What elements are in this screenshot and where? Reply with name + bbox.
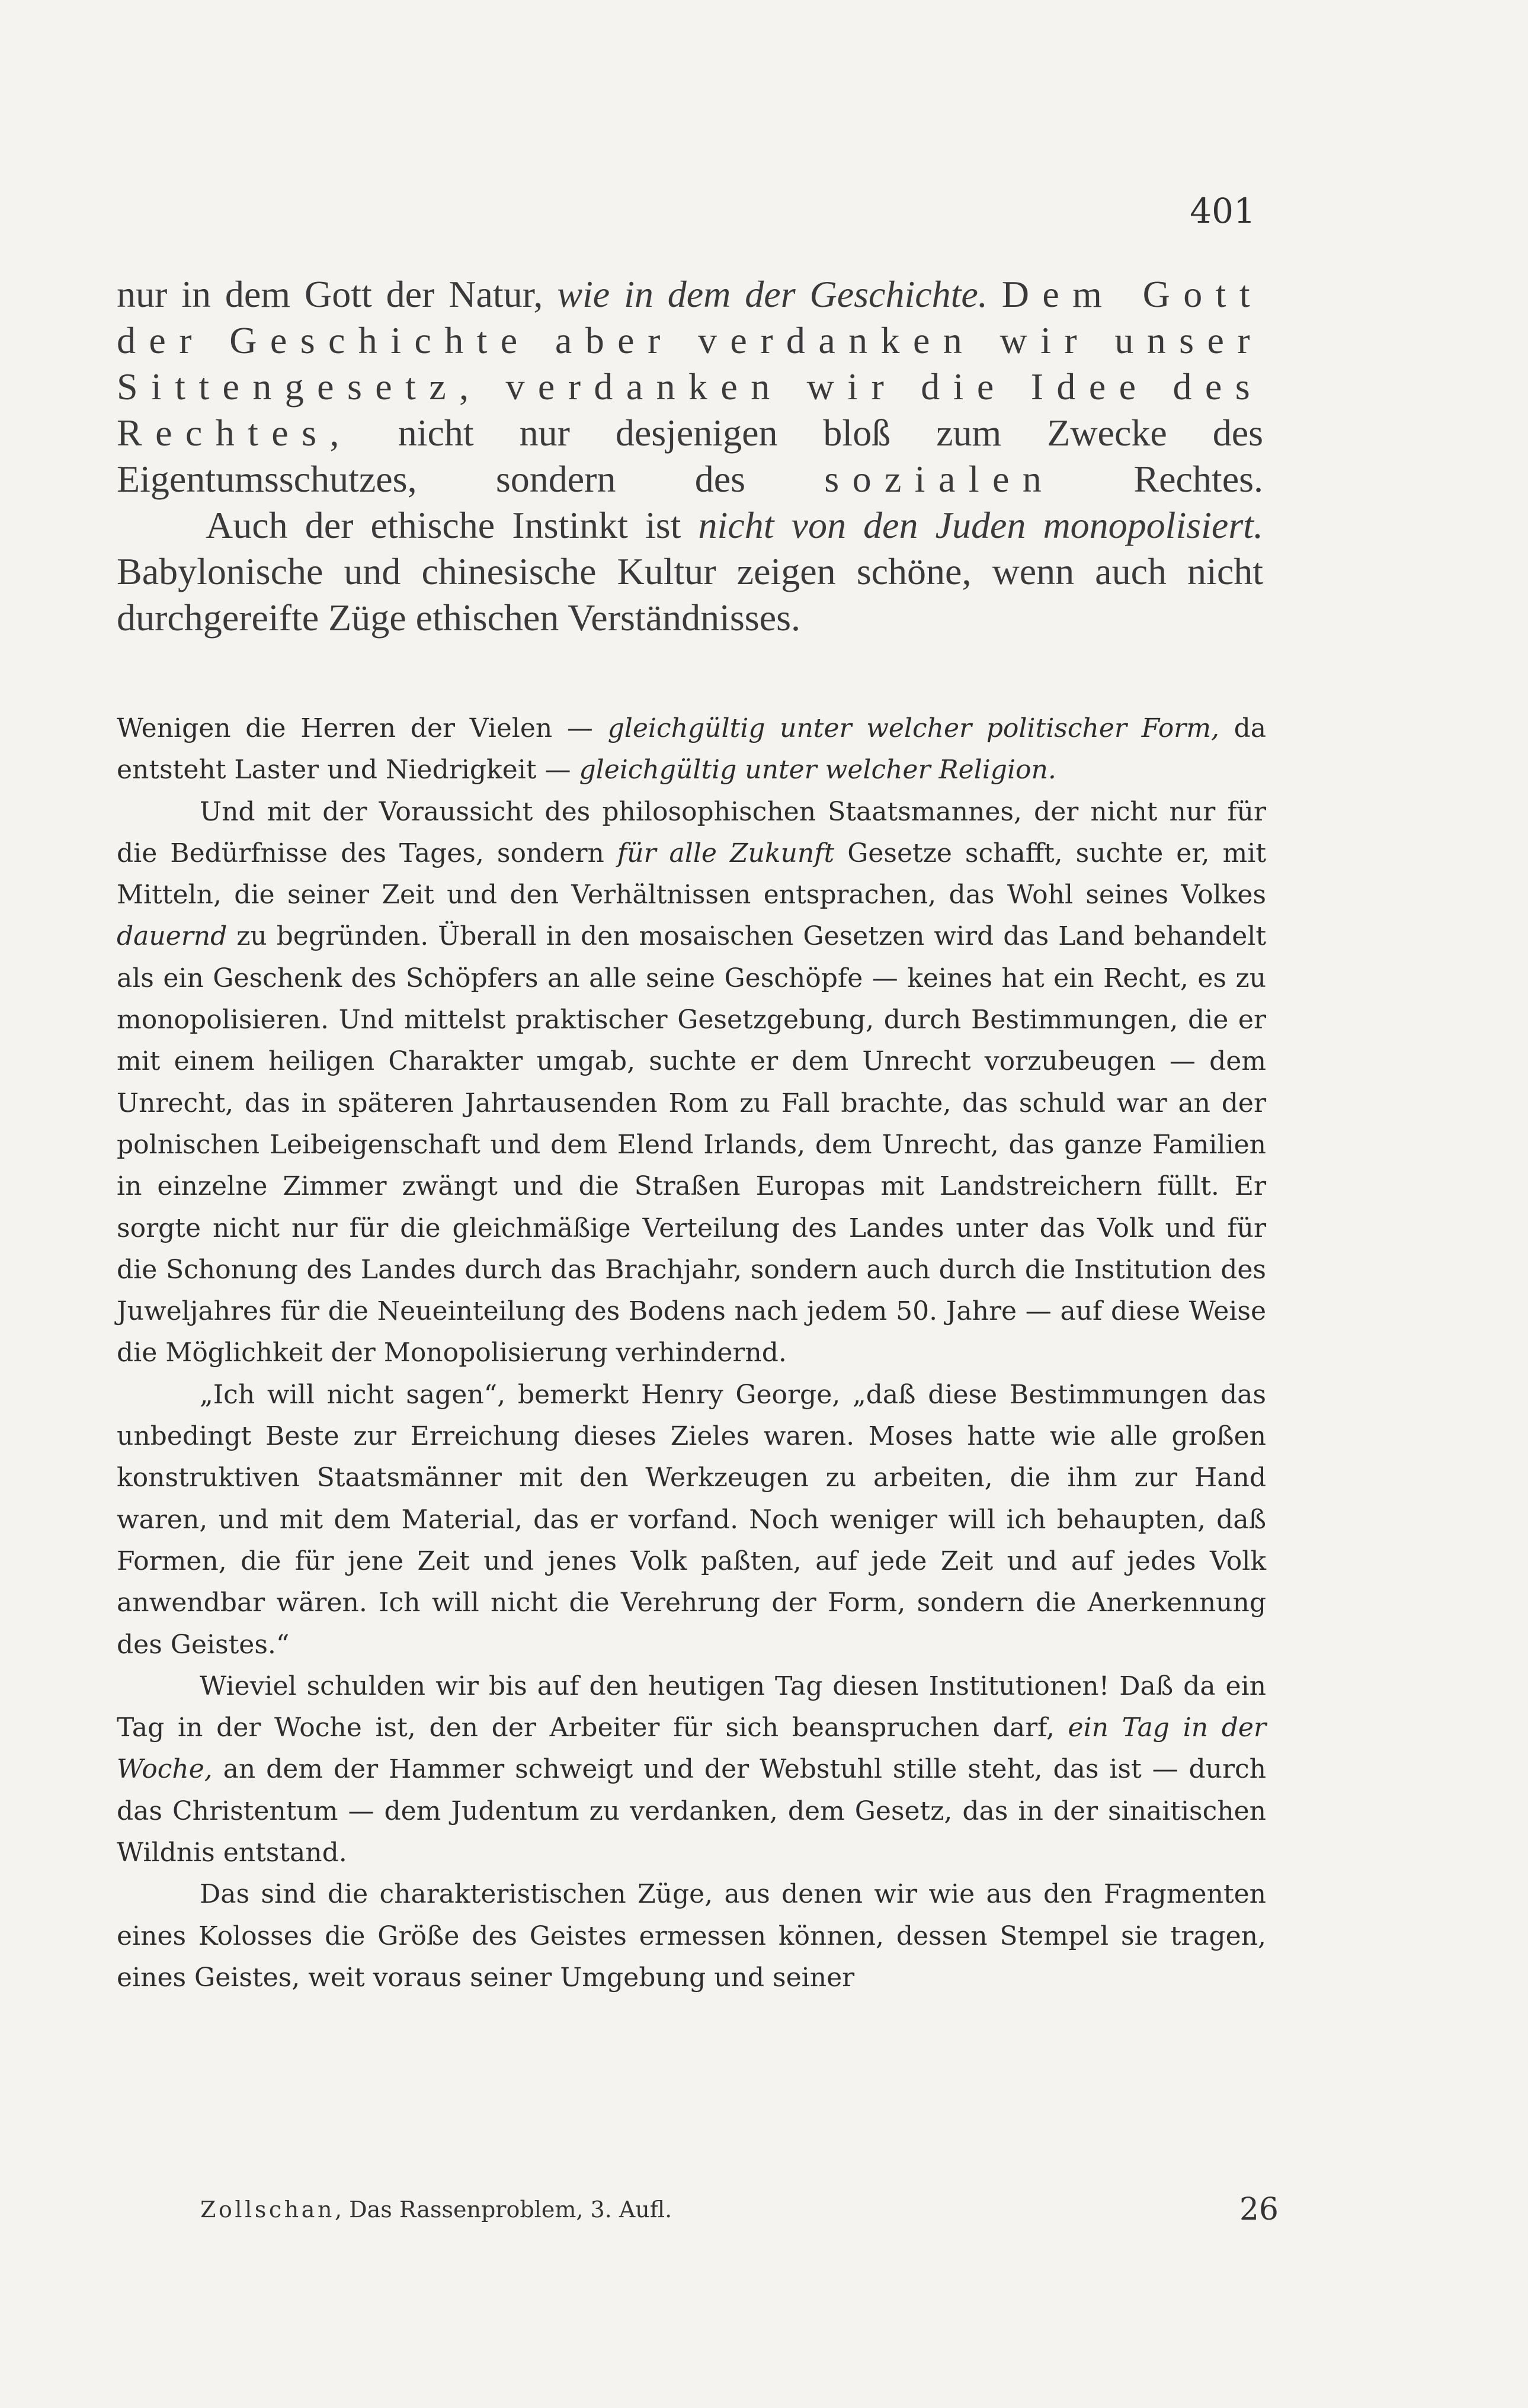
italic-text: dauernd [117, 921, 228, 952]
spaced-text: sozialen [824, 458, 1055, 500]
text-run: da entsteht Laster und Niedrigkeit — [117, 713, 1267, 785]
text-run: nur in dem Gott der Natur, [117, 273, 558, 315]
italic-text: ein Tag in der Woche, [117, 1713, 1266, 1785]
italic-text: gleichgültig unter welcher politischer Form, [607, 713, 1219, 743]
paragraph [117, 791, 1266, 1374]
lower-text-block [117, 708, 1266, 1999]
sheet-number: 26 [1239, 2192, 1279, 2227]
text-run: Wenigen die Herren der Vielen — [117, 713, 608, 743]
text-run: Wieviel schulden wir bis auf den heutigen Tag diesen Institutionen! Daß da ein Tag in der Woche ist, den der Arbeiter für sich beanspruchen darf, [117, 1670, 1266, 1743]
text-run [988, 273, 1002, 315]
text-run: Babylonische und chinesische Kultur zeigen schöne, wenn auch nicht durchgereifte Züge ethischen Verständnisses. [117, 550, 1263, 639]
italic-text: nicht von den Juden monopolisiert. [698, 504, 1264, 546]
footer-title: , Das Rassenproblem, 3. Aufl. [335, 2197, 672, 2223]
text-run: Und mit der Voraussicht des philosophischen Staatsmannes, der nicht nur für die Bedürfnisse des Tages, sondern [117, 796, 1266, 868]
italic-text: für alle Zukunft [617, 838, 835, 868]
italic-text: gleichgültig unter welcher Religion. [579, 755, 1056, 785]
text-run: Rechtes. [1055, 458, 1264, 500]
text-run: Auch der ethische Instinkt ist [206, 504, 699, 546]
text-run: an dem der Hammer schweigt und der Webstuhl stille steht, das ist — durch das Christentum — dem Judentum zu verdanken, dem Gesetz, das in der sinaitischen Wildnis entstand. [117, 1754, 1266, 1868]
footer-author: Zollschan [200, 2197, 335, 2223]
paragraph: „Ich will nicht sagen“, bemerkt Henry George, „daß diese Bestimmungen das unbedingt Beste zur Erreichung dieses Zieles waren. Moses hatte wie alle großen konstruktiven Staatsmänner mit den Werkzeugen zu arbeiten, die ihm zur Hand waren, und mit dem Material, das er vorfand. Noch weniger will ich behaupten, daß Formen, die für jene Zeit und jenes Volk paßten, auf jede Zeit und auf jedes Volk anwendbar wären. Ich will nicht die Verehrung der Form, sondern die Anerkennung des Geistes.“ [117, 1379, 1266, 1660]
paragraph [117, 708, 1266, 791]
paragraph [117, 271, 1263, 502]
italic-text: wie in dem der Geschichte. [557, 273, 988, 315]
paragraph [117, 502, 1263, 641]
text-run: Gesetze schafft, suchte er, mit Mitteln, die seiner Zeit und den Verhältnissen entsprachen, das Wohl seines Volkes [117, 838, 1267, 910]
text-run: nicht nur desjenigen bloß zum Zwecke des Eigentumsschutzes, sondern des [117, 412, 1263, 500]
paragraph [117, 1666, 1266, 1874]
upper-text-block [117, 271, 1263, 641]
page-number: 401 [1190, 191, 1255, 231]
page-footer [200, 2192, 1279, 2227]
text-run: zu begründen. Überall in den mosaischen Gesetzen wird das Land behandelt als ein Geschenk des Schöpfers an alle seine Geschöpfe — keines hat ein Recht, es zu monopolisieren. Und mittelst praktischer Gesetzgebung, durch Bestimmungen, die er mit einem heiligen Charakter umgab, suchte er dem Unrecht vorzubeugen — dem Unrecht, das in späteren Jahrtausenden Rom zu Fall brachte, das schuld war an der polnischen Leibeigenschaft und dem Elend Irlands, dem Unrecht, das ganze Familien in einzelne Zimmer zwängt und die Straßen Europas mit Landstreichern füllt. Er sorgte nicht nur für die gleichmäßige Verteilung des Landes unter das Volk und für die Schonung des Landes durch das Brachjahr, sondern auch durch die Institution des Juweljahres für die Neueinteilung des Bodens nach jedem 50. Jahre — auf diese Weise die Möglichkeit der Monopolisierung verhindernd. [117, 921, 1266, 1368]
paragraph: Das sind die charakteristischen Züge, aus denen wir wie aus den Fragmenten eines Kolosses die Größe des Geistes ermessen können, dessen Stempel sie tragen, eines Geistes, weit voraus seiner Umgebung und seiner [117, 1879, 1266, 1993]
spaced-text: Dem Gott der Geschichte aber verdanken wir unser Sittengesetz, verdanken wir die Idee des Rechtes, [117, 273, 1264, 454]
